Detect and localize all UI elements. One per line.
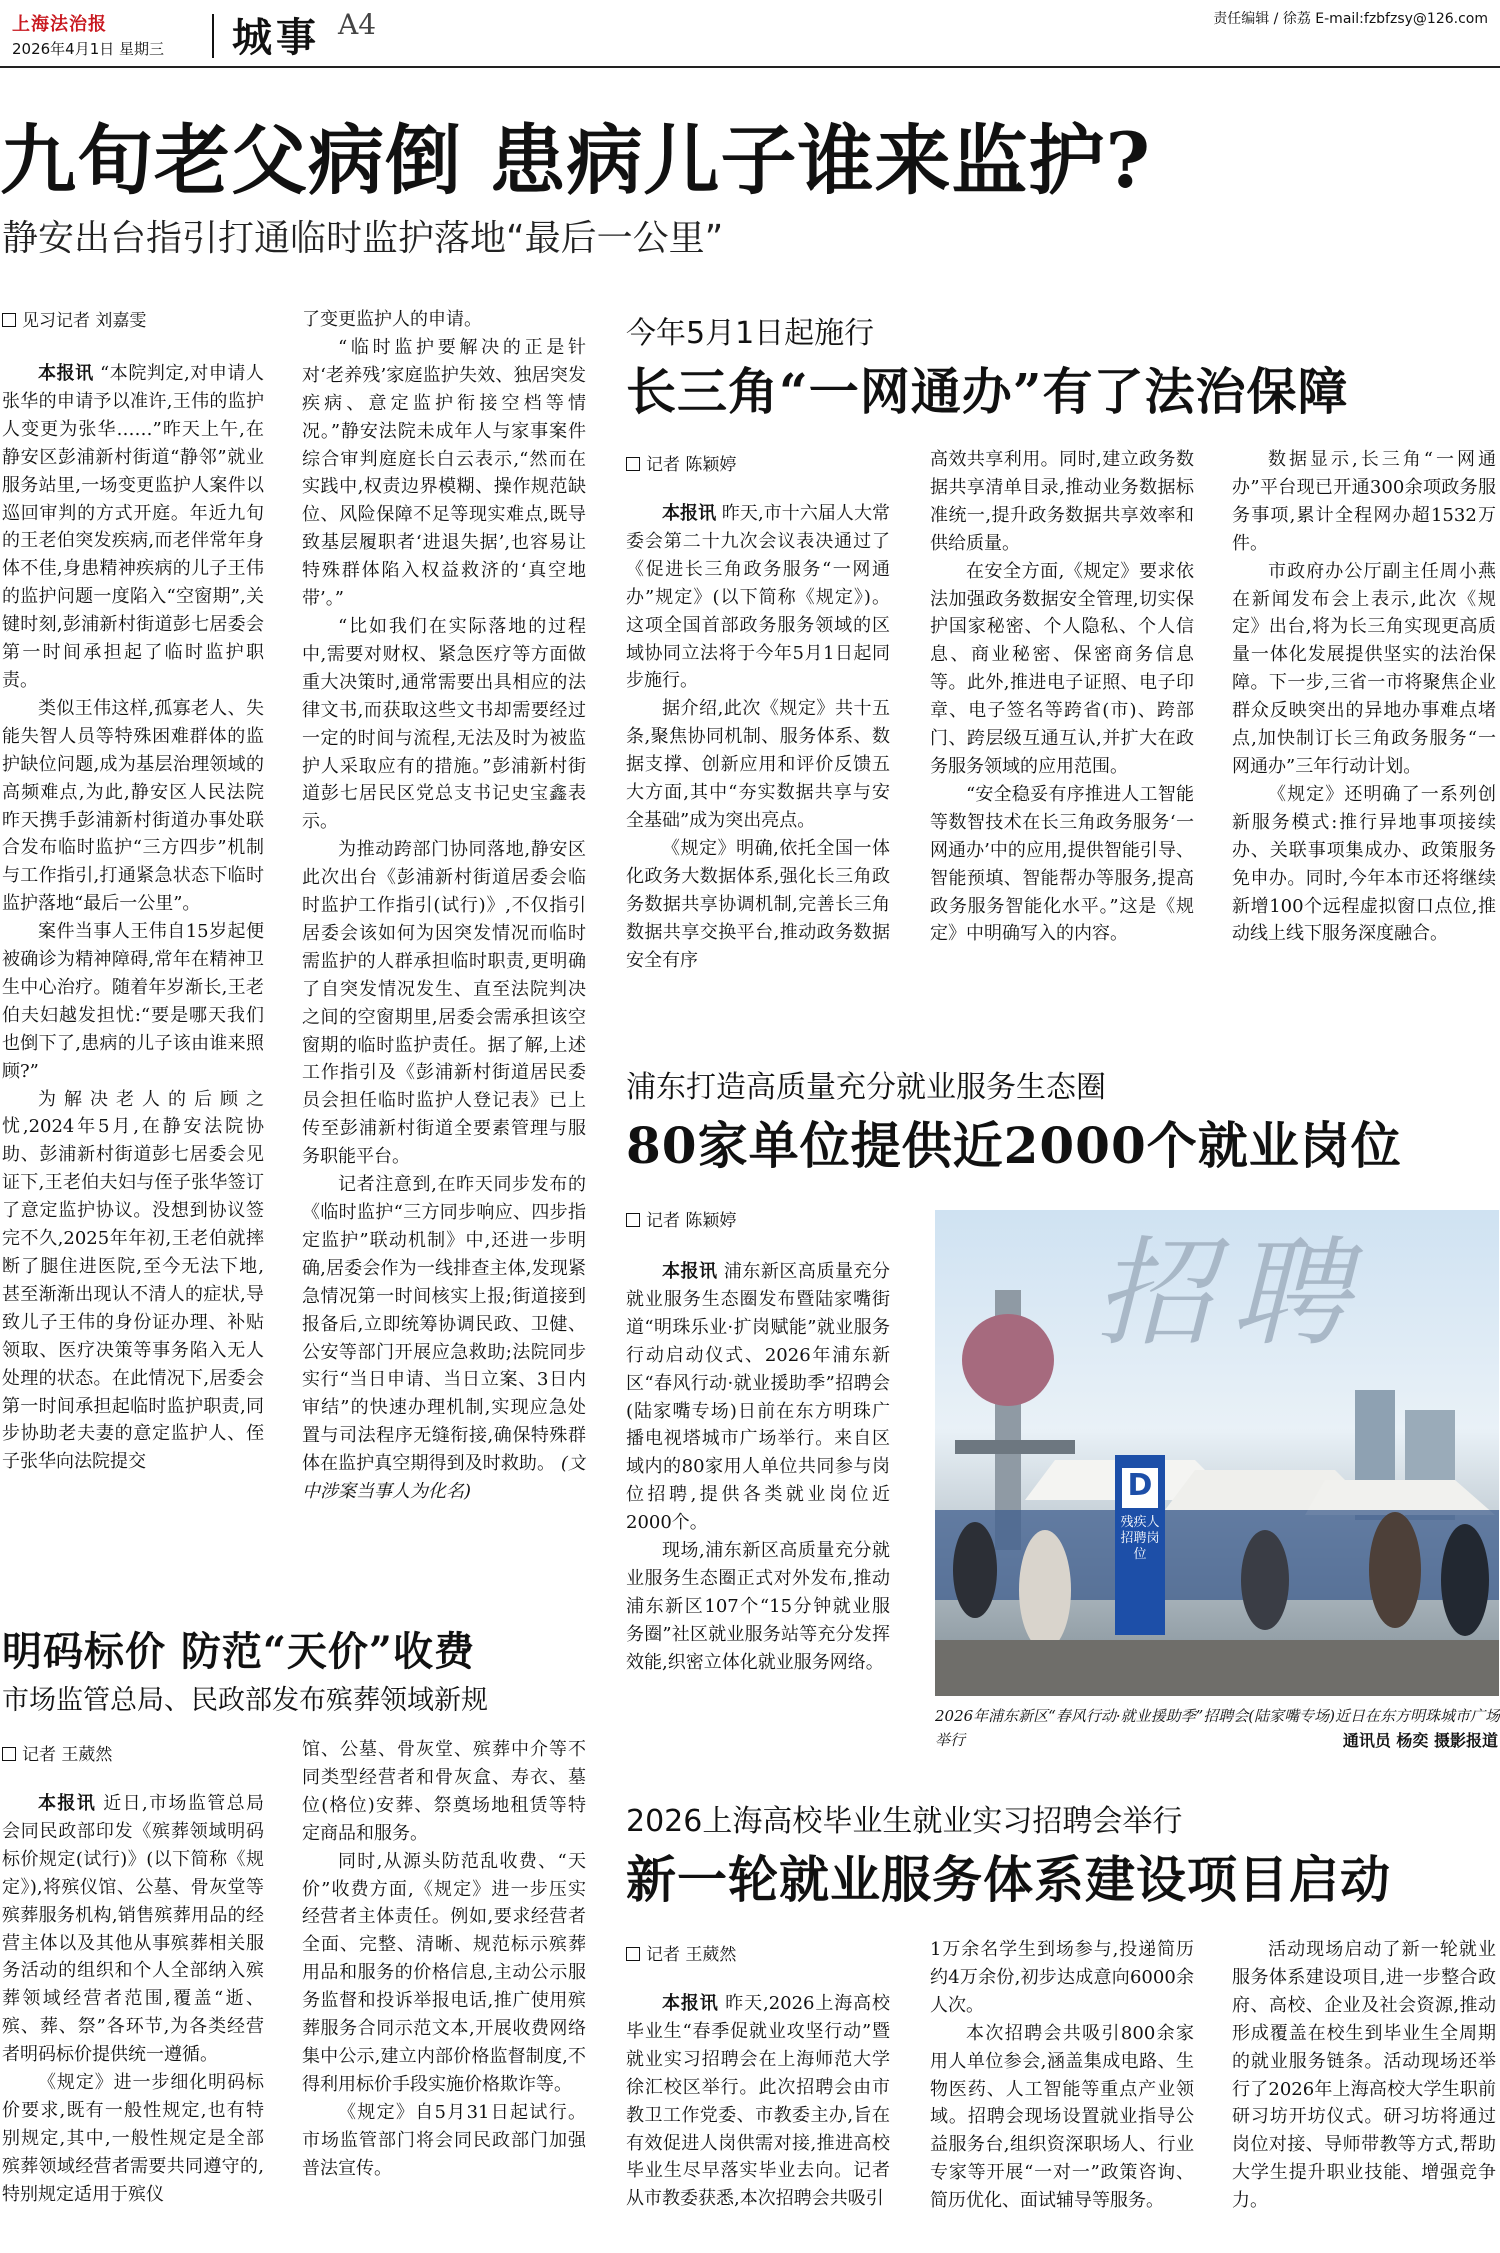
paragraph: “安全稳妥有序推进人工智能等数智技术在长三角政务服务‘一网通办’中的应用,提供智能引导、智能预填、智能帮办等服务,提高政务服务智能化水平。”这是《规定》中明确写入的内容。 xyxy=(930,783,1194,945)
yrd-kicker: 今年5月1日起施行 xyxy=(626,316,875,351)
yrd-column-2 xyxy=(930,446,1194,1011)
paragraph: 昨天,2026上海高校毕业生“春季促就业攻坚行动”暨就业实习招聘会在上海师范大学徐汇校区举行。此次招聘会由市教卫工作党委、市教委主办,旨在有效促进人岗供需对接,推进高校毕业生尽早落实毕业去向。记者从市教委获悉,本次招聘会共吸引 xyxy=(626,1993,890,2210)
paragraph: 本次招聘会共吸引800余家用人单位参会,涵盖集成电路、生物医药、人工智能等重点产业领域。招聘会现场设置就业指导公益服务台,组织资深职场人、行业专家等开展“一对一”政策咨询、简历优化、面试辅导等服务。 xyxy=(930,2022,1194,2212)
lead-tag: 本报讯 xyxy=(662,1261,718,1282)
paragraph: “本院判定,对申请人张华的申请予以准许,王伟的监护人变更为张华……”昨天上午,在静安区彭浦新村街道“静邻”就业服务站里,一场变更监护人案件以巡回审判的方式开庭。年近九旬的王老伯突发疾病,而老伴常年身体不佳,身患精神疾病的儿子王伟的监护问题一度陷入“空窗期”,关键时刻,彭浦新村街道彭七居委会第一时间承担起了临时监护职责。 xyxy=(2,363,264,691)
paragraph: 数据显示,长三角“一网通办”平台现已开通300余项政务服务事项,累计全程网办超1532万件。 xyxy=(1232,449,1496,554)
byline-text: 记者 王葳然 xyxy=(22,1745,113,1765)
paragraph: “临时监护要解决的正是针对‘老养残’家庭监护失效、独居突发疾病、意定监护衔接空档等情况。”静安法院未成年人与家事案件综合审判庭庭长白云表示,“然而在实践中,权责边界模糊、操作规范缺位、风险保障不足等现实难点,既导致基层履职者‘进退失据’,也容易让特殊群体陷入权益救济的‘真空地带’。” xyxy=(302,336,586,610)
yrd-column-1 xyxy=(626,500,890,1010)
yrd-column-3 xyxy=(1232,446,1496,1011)
job-fair-photo xyxy=(935,1210,1499,1696)
byline-text: 记者 陈颖婷 xyxy=(646,455,737,475)
paragraph: 现场,浦东新区高质量充分就业服务生态圈正式对外发布,推动浦东新区107个“15分钟就业服务圈”社区就业服务站等充分发挥效能,织密立体化就业服务网络。 xyxy=(626,1540,890,1673)
funeral-subtitle: 市场监管总局、民政部发布殡葬领域新规 xyxy=(2,1685,488,1716)
person xyxy=(953,1522,997,1618)
lead-tag: 本报讯 xyxy=(662,1993,719,2014)
paragraph: 《规定》还明确了一系列创新服务模式:推行异地事项接续办、关联事项集成办、政策服务免申办。同时,今年本市还将继续新增100个远程虚拟窗口点位,推动线上线下服务深度融合。 xyxy=(1232,783,1496,945)
paragraph: 为解决老人的后顾之忧,2024年5月,在静安法院协助、彭浦新村街道彭七居委会见证下,王老伯夫妇与侄子张华签订了意定监护协议。没想到协议签完不久,2025年年初,王老伯就摔断了腿住进医院,至今无法下地,甚至渐渐出现认不清人的症状,导致儿子王伟的身份证办理、补贴领取、医疗决策等事务陷入无人处理的状态。在此情况下,居委会第一时间承担起临时监护职责,同步协助老夫妻的意定监护人、侄子张华向法院提交 xyxy=(2,1088,264,1473)
funeral-column-1 xyxy=(2,1790,264,2252)
campus-column-2 xyxy=(930,1936,1194,2252)
main-article-column-1 xyxy=(2,360,264,1580)
paragraph: 《规定》进一步细化明码标价要求,既有一般性规定,也有特别规定,其中,一般性规定是全部殡葬领域经营者需要共同遵守的,特别规定适用于殡仪 xyxy=(2,2072,264,2205)
photo-caption: 2026年浦东新区“春风行动·就业援助季”招聘会(陆家嘴专场)近日在东方明珠城市广场举行 xyxy=(935,1707,1500,1749)
funeral-column-2 xyxy=(302,1736,586,2252)
byline-square-icon xyxy=(2,1747,16,1761)
byline-square-icon xyxy=(626,1213,640,1227)
byline-text: 记者 王葳然 xyxy=(646,1945,737,1965)
header-divider xyxy=(212,14,214,58)
article-note: (文中涉案当事人为化名) xyxy=(302,1453,586,1503)
sign-text: 残疾人招聘岗位 xyxy=(1120,1515,1160,1562)
paragraph: 记者注意到,在昨天同步发布的《临时监护“三方同步响应、四步指定监护”联动机制》中,还进一步明确,居委会作为一线排查主体,发现紧急情况第一时间核实上报;街道接到报备后,立即统筹协调民政、卫健、公安等部门开展应急救助;法院同步实行“当日申请、当日立案、3日内审结”的快速办理机制,实现应急处置与司法程序无缝衔接,确保特殊群体在监护真空期得到及时救助。 xyxy=(302,1174,586,1475)
paragraph: 案件当事人王伟自15岁起便被确诊为精神障碍,常年在精神卫生中心治疗。随着年岁渐长,王老伯夫妇越发担忧:“要是哪天我们也倒下了,患病的儿子该由谁来照顾?” xyxy=(2,921,264,1082)
issue-date: 2026年4月1日 星期三 xyxy=(12,40,165,58)
jobs-byline xyxy=(626,1206,736,1231)
paragraph: 昨天,市十六届人大常委会第二十九次会议表决通过了《促进长三角政务服务“一网通办”规定》(以下简称《规定》)。这项全国首部政务服务领域的区域协同立法将于今年5月1日起同步施行。 xyxy=(626,503,890,692)
yrd-byline xyxy=(626,450,736,475)
paragraph: 《规定》自5月31日起试行。市场监管部门将会同民政部门加强普法宣传。 xyxy=(302,2101,586,2179)
paragraph: 类似王伟这样,孤寡老人、失能失智人员等特殊困难群体的监护缺位问题,成为基层治理领域的高频难点,为此,静安区人民法院昨天携手彭浦新村街道办事处联合发布临时监护“三方四步”机制与工作指引,打通紧急状态下临时监护落地“最后一公里”。 xyxy=(2,697,264,915)
funeral-headline: 明码标价 防范“天价”收费 xyxy=(2,1628,475,1675)
person xyxy=(1441,1524,1489,1636)
byline-square-icon xyxy=(626,457,640,471)
sign-letter: D xyxy=(1127,1468,1153,1503)
page-number: A4 xyxy=(338,8,377,41)
recruit-banner-text: 招聘 xyxy=(1095,1224,1368,1362)
lead-tag: 本报讯 xyxy=(38,1793,97,1814)
main-headline: 九旬老父病倒 患病儿子谁来监护? xyxy=(0,116,1151,205)
campus-byline xyxy=(626,1940,736,1965)
paragraph: 为推动跨部门协同落地,静安区此次出台《彭浦新村街道居委会临时监护工作指引(试行)》,不仅指引居委会该如何为因突发情况而临时需监护的人群承担临时职责,更明确了自突发情况发生、直至法院判决之间的空窗期里,居委会需承担该空窗期的临时监护责任。据了解,上述工作指引及《彭浦新村街道居民委员会担任临时监护人登记表》已上传至彭浦新村街道全要素管理与服务职能平台。 xyxy=(302,839,586,1168)
paragraph: 了变更监护人的申请。 xyxy=(302,309,482,330)
jobs-column-1 xyxy=(626,1258,890,1748)
byline-text: 见习记者 刘嘉雯 xyxy=(22,311,147,331)
jobs-kicker: 浦东打造高质量充分就业服务生态圈 xyxy=(626,1070,1106,1105)
person xyxy=(1019,1530,1071,1650)
byline-text: 记者 陈颖婷 xyxy=(646,1211,737,1231)
byline-square-icon xyxy=(2,313,16,327)
paragraph: 1万余名学生到场参与,投递简历约4万余份,初步达成意向6000余人次。 xyxy=(930,1939,1194,2016)
tower-deck xyxy=(955,1440,1075,1454)
paragraph: 据介绍,此次《规定》共十五条,聚焦协同机制、服务体系、数据支撑、创新应用和评价反馈五大方面,其中“夯实数据共享与安全基础”成为突出亮点。 xyxy=(626,698,890,831)
tower-sphere xyxy=(962,1314,1054,1406)
paragraph: 市政府办公厅副主任周小燕在新闻发布会上表示,此次《规定》出台,将为长三角实现更高质量一体化发展提供坚实的法治保障。下一步,三省一市将聚焦企业群众反映突出的异地办事难点堵点,加快制订长三角政务服务“一网通办”三年行动计划。 xyxy=(1232,560,1496,777)
ground xyxy=(935,1640,1499,1696)
paragraph: 近日,市场监管总局会同民政部印发《殡葬领域明码标价规定(试行)》(以下简称《规定》),将殡仪馆、公墓、骨灰堂等殡葬服务机构,销售殡葬用品的经营主体以及其他从事殡葬相关服务活动的组织和个人全部纳入殡葬领域经营者范围,覆盖“逝、殡、葬、祭”各环节,为各类经营者明码标价提供统一遵循。 xyxy=(2,1793,264,2066)
paragraph: 高效共享利用。同时,建立政务数据共享清单目录,推动业务数据标准统一,提升政务数据共享效率和供给质量。 xyxy=(930,449,1194,554)
paragraph: 在安全方面,《规定》要求依法加强政务数据安全管理,切实保护国家秘密、个人隐私、个人信息、商业秘密、保密商务信息等。此外,推进电子证照、电子印章、电子签名等跨省(市)、跨部门、跨层级互通互认,并扩大在政务服务领域的应用范围。 xyxy=(930,560,1194,777)
yrd-headline: 长三角“一网通办”有了法治保障 xyxy=(626,362,1349,421)
tent-roof xyxy=(1305,1480,1495,1515)
paragraph: 《规定》明确,依托全国一体化政务大数据体系,强化长三角政务数据共享协调机制,完善长三角数据共享交换平台,推动政务数据安全有序 xyxy=(626,837,890,971)
lead-tag: 本报讯 xyxy=(38,363,94,384)
newspaper-logo: 上海法治报 xyxy=(12,14,107,35)
campus-kicker: 2026上海高校毕业生就业实习招聘会举行 xyxy=(626,1804,1183,1839)
paragraph: 浦东新区高质量充分就业服务生态圈发布暨陆家嘴街道“明珠乐业·扩岗赋能”就业服务行动启动仪式、2026年浦东新区“春风行动·就业援助季”招聘会(陆家嘴专场)日前在东方明珠广播电视塔城市广场举行。来自区域内的80家用人单位共同参与岗位招聘,提供各类就业岗位近2000个。 xyxy=(626,1261,890,1534)
byline-square-icon xyxy=(626,1947,640,1961)
editor-info: 责任编辑 / 徐荔 E-mail:fzbfzsy@126.com xyxy=(1213,11,1488,27)
paragraph: 馆、公墓、骨灰堂、殡葬中介等不同类型经营者和骨灰盒、寿衣、墓位(格位)安葬、祭奠场地租赁等特定商品和服务。 xyxy=(302,1739,586,1844)
paragraph: 同时,从源头防范乱收费、“天价”收费方面,《规定》进一步压实经营者主体责任。例如,要求经营者全面、完整、清晰、规范标示殡葬用品和服务的价格信息,主动公示服务监督和投诉举报电话,推广使用殡葬服务合同示范文本,开展收费网络集中公示,建立内部价格监督制度,不得利用标价手段实施价格欺诈等。 xyxy=(302,1850,586,2095)
funeral-byline xyxy=(2,1740,112,1765)
main-subtitle: 静安出台指引打通临时监护落地“最后一公里” xyxy=(2,218,724,259)
person xyxy=(1369,1512,1421,1628)
header-rule xyxy=(0,66,1500,68)
campus-column-3 xyxy=(1232,1936,1496,2252)
photo-credit: 通讯员 杨奕 摄影报道 xyxy=(1342,1731,1498,1750)
lead-tag: 本报讯 xyxy=(662,503,717,524)
paragraph: 活动现场启动了新一轮就业服务体系建设项目,进一步整合政府、高校、企业及社会资源,推动形成覆盖在校生到毕业生全周期的就业服务链条。活动现场还举行了2026年上海高校大学生职前研习坊开坊仪式。研习坊将通过岗位对接、导师带教等方式,帮助大学生提升职业技能、增强竞争力。 xyxy=(1232,1939,1496,2212)
paragraph: “比如我们在实际落地的过程中,需要对财权、紧急医疗等方面做重大决策时,通常需要出具相应的法律文书,而获取这些文书却需要经过一定的时间与流程,无法及时为被监护人采取应有的措施。”彭浦新村街道彭七居民区党总支书记史宝鑫表示。 xyxy=(302,615,586,833)
jobs-headline: 80家单位提供近2000个就业岗位 xyxy=(626,1116,1402,1175)
main-article-column-2 xyxy=(302,306,586,1581)
main-byline xyxy=(2,306,146,331)
section-name: 城事 xyxy=(232,14,320,61)
campus-headline: 新一轮就业服务体系建设项目启动 xyxy=(626,1850,1391,1909)
campus-column-1 xyxy=(626,1990,890,2252)
person xyxy=(1241,1530,1289,1630)
